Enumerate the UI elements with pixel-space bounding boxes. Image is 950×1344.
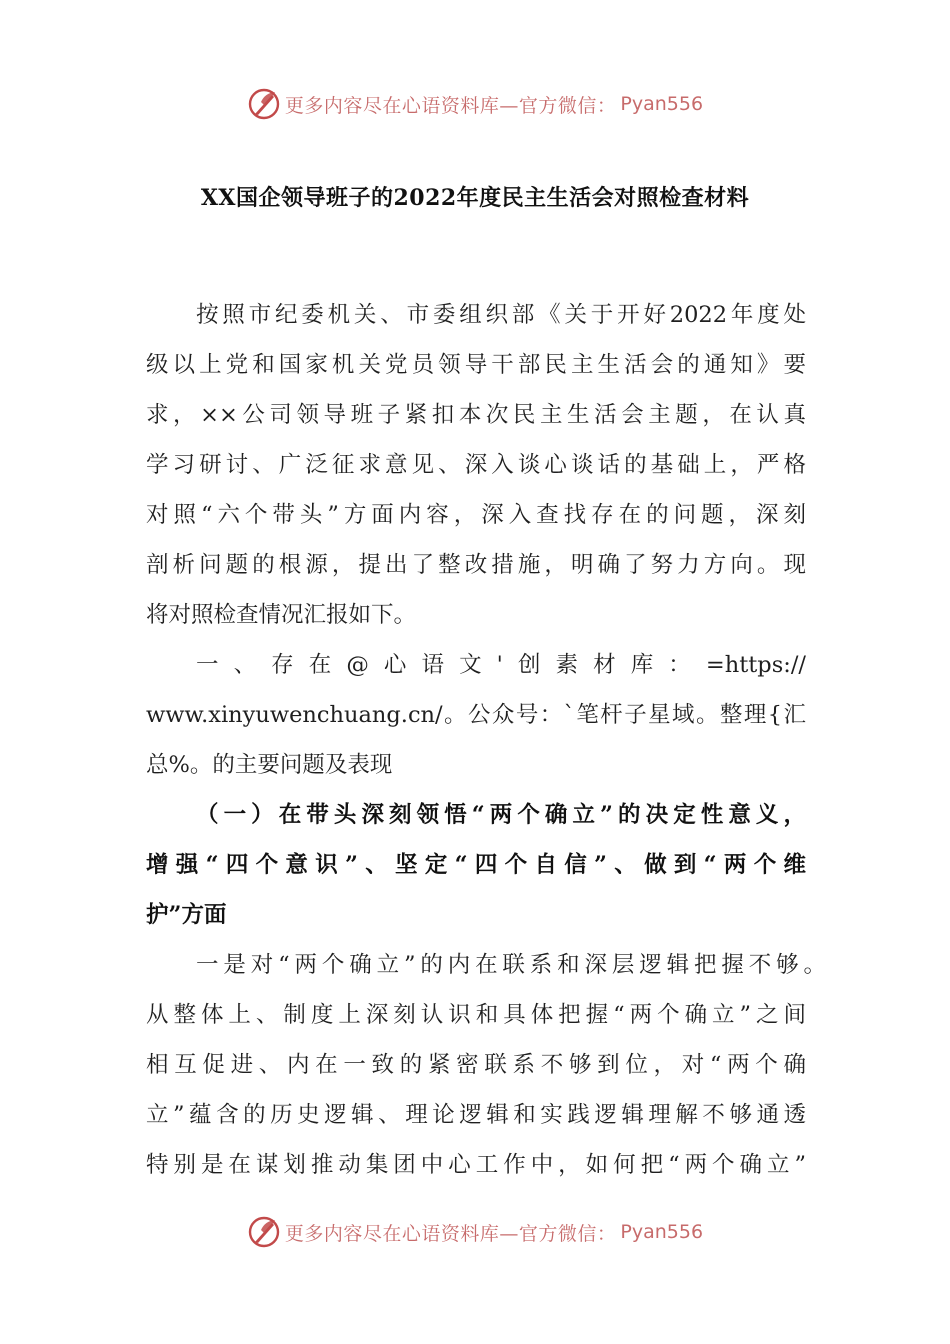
watermark-account: Pyan556 xyxy=(620,1221,704,1243)
section1-line-1: 一、存在@心语文'创素材库：=https:// xyxy=(196,652,806,678)
intro-line-7: 将对照检查情况汇报如下。 xyxy=(146,602,417,628)
section1-line-3: 总%。的主要问题及表现 xyxy=(146,752,393,778)
point1-line-2: 从整体上、制度上深刻认识和具体把握“两个确立”之间 xyxy=(146,1002,806,1028)
intro-line-3: 求，××公司领导班子紧扣本次民主生活会主题，在认真 xyxy=(146,402,806,428)
intro-line-2: 级以上党和国家机关党员领导干部民主生活会的通知》要 xyxy=(146,352,806,378)
document-title: XX国企领导班子的2022年度民主生活会对照检查材料 xyxy=(200,185,750,211)
header-watermark-banner xyxy=(0,84,950,124)
subheading1-line-2: 增强“四个意识”、坚定“四个自信”、做到“两个维 xyxy=(146,852,806,878)
point1-line-3: 相互促进、内在一致的紧密联系不够到位，对“两个确 xyxy=(146,1052,806,1078)
watermark-text: 更多内容尽在心语资料库—官方微信： xyxy=(284,1222,617,1245)
point1-line-1: 一是对“两个确立”的内在联系和深层逻辑把握不够。 xyxy=(196,952,826,978)
watermark-account: Pyan556 xyxy=(620,93,704,115)
point1-line-5: 特别是在谋划推动集团中心工作中，如何把“两个确立” xyxy=(146,1152,806,1178)
intro-line-5: 对照“六个带头”方面内容，深入查找存在的问题，深刻 xyxy=(146,502,806,528)
intro-line-6: 剖析问题的根源，提出了整改措施，明确了努力方向。现 xyxy=(146,552,806,578)
footer-watermark-banner xyxy=(0,1212,950,1252)
subheading1-line-3: 护”方面 xyxy=(146,902,227,928)
quill-logo-icon xyxy=(247,1215,281,1249)
quill-logo-icon xyxy=(247,87,281,121)
intro-line-1: 按照市纪委机关、市委组织部《关于开好2022年度处 xyxy=(196,302,806,328)
subheading1-line-1: （一）在带头深刻领悟“两个确立”的决定性意义， xyxy=(196,802,806,828)
point1-line-4: 立”蕴含的历史逻辑、理论逻辑和实践逻辑理解不够通透 xyxy=(146,1102,806,1128)
watermark-text: 更多内容尽在心语资料库—官方微信： xyxy=(284,94,617,117)
intro-line-4: 学习研讨、广泛征求意见、深入谈心谈话的基础上，严格 xyxy=(146,452,806,478)
section1-line-2: www.xinyuwenchuang.cn/。公众号：`笔杆子星域。整理{汇 xyxy=(146,702,806,728)
